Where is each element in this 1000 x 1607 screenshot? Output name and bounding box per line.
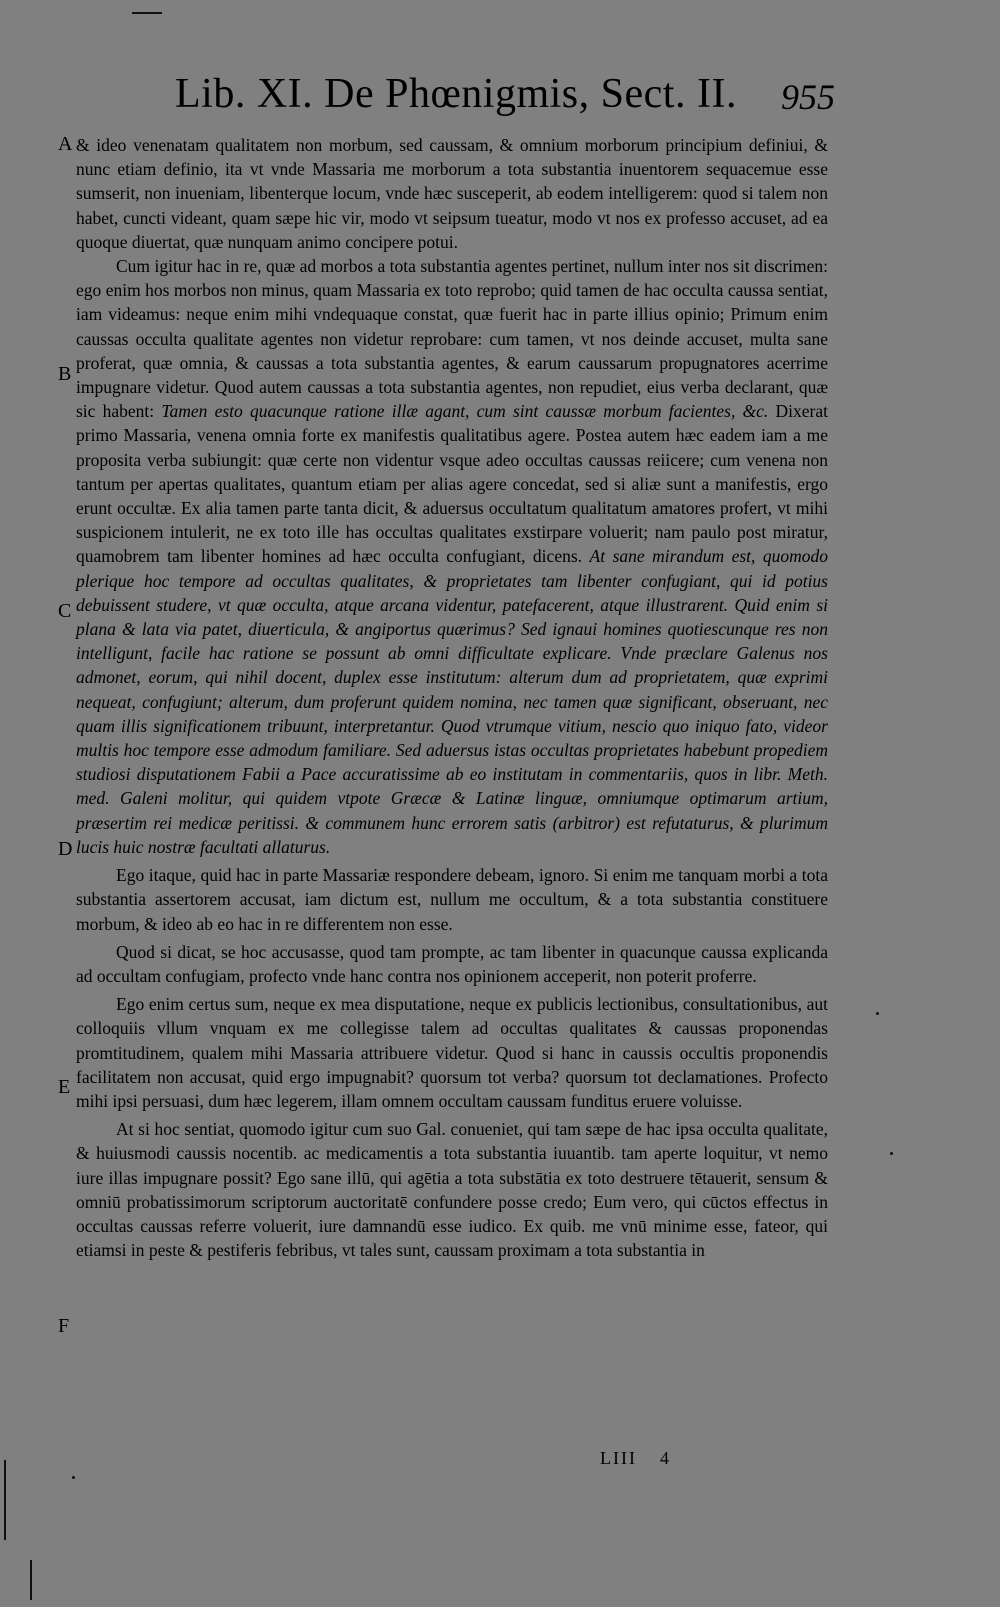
margin-letter-d: D <box>58 838 73 860</box>
paragraph-2 <box>76 254 828 859</box>
scan-dot-1 <box>72 1476 75 1479</box>
scan-mark-left-1 <box>4 1460 6 1540</box>
paragraph-3: Ego itaque, quid hac in parte Massariæ respondere debeam, ignoro. Si enim me tanquam morbi a tota substantia assertorem accusat, iam dictum est, nullum me occultum, & a tota substantia constituere morbum, & ideo ab eo hac in re differentem non esse. <box>76 865 828 934</box>
signature-number: 4 <box>660 1448 669 1468</box>
paragraph-1: & ideo venenatam qualitatem non morbum, sed caussam, & omnium morborum principium definiui, & nunc etiam definio, ita vt vnde Massaria me morborum a tota substantia inuentorem sequacemue esse sumserit, non inueniam, libenterque locum, vnde hæc susceperit, ab eodem intelligerem: quod si talem non habet, cuncti videant, quam sæpe hic vir, modo vt seipsum tueatur, modo vt nos ex professo accuset, ad ea quoque diuertat, quæ nunquam animo concipere potui. <box>76 135 828 252</box>
quotation-2: At sane mirandum est, quomodo plerique hoc tempore ad occultas qualitates, & proprietates tam libenter confugiant, qui id potius debuissent studere, vt quæ occulta, atque arcana videntur, patefacerent, atque illustrarent. Quid enim si plana & lata via patet, diuerticula, & angiportus quærimus? Sed ignaui homines quotiescunque res non intelligunt, facile hac ratione se possunt ab omni difficultate explicare. Vnde præclare Galenus nos admonet, eorum, qui nihil docent, duplex esse institutum: alterum dum ad proprietatem, quæ exprimi nequeat, confugiunt; alterum, dum proferunt quidem nomina, nec tamen quæ significant, obseruant, nec quam illis significationem tribuunt, interpretantur. Quod vtrumque vitium, nescio quo iniquo fato, videor multis hoc tempore esse admodum familiare. Sed aduersus istas occultas proprietates habebunt propediem studiosi disputationem Fabii a Pace accuratissime ab eo institutam in commentariis, quos in libr. Meth. med. Galeni molitur, qui quidem vtpote Græcæ & Latinæ linguæ, omniumque optimarum artium, præsertim rei medicæ peritissi. & communem hunc errorem satis (arbitror) est refutaturus, & plurimum lucis huic nostræ facultati allaturus. <box>76 546 829 857</box>
body-text <box>76 133 828 1262</box>
margin-letter-f: F <box>58 1315 70 1337</box>
paragraph-2-part-a: Cum igitur hac in re, quæ ad morbos a tota substantia agentes pertinet, nullum inter nos sit discrimen: ego enim hos morbos non minus, quam Massaria ex toto reprobo; quid tamen de hac occulta caussa sentiat, iam videamus: neque enim mihi vndequaque constat, quæ fuerit hac in parte illius opinio; Primum enim caussas occulta qualitate agentes non videtur reprobare: cum tamen, vt nos deinde accuset, multa sane proferat, quæ omnia, & caussas a tota substantia agentes, & earum caussarum propugnatores acerrime impugnare videtur. Quod autem caussas a tota substantia agentes, non repudiet, eius verba declarant, quæ sic habent: <box>76 256 828 422</box>
paragraph-2-part-c: Dixerat primo Massaria, venena omnia forte ex manifestis qualitatibus agere. Postea autem hæc eadem iam a me proposita verba subiungit: quæ certe non videntur vsque adeo occultas caussas reiicere; cum venena non tantum per apertas qualitates, quantum etiam per alias agere concedat, sed si aliæ sunt a manifestis, ergo erunt occultæ. Ex alia tamen parte tanta dicit, & aduersus occultatum qualitatum amatores profert, vt mihi suspicionem intulerit, ne ex toto ille has occultas qualitates exstirpare voluerit; nam paulo post miratur, quamobrem tam libenter homines ad hæc occulta confugiant, dicens. <box>76 401 828 567</box>
margin-letter-b: B <box>58 363 72 385</box>
paragraph-4: Quod si dicat, se hoc accusasse, quod tam prompte, ac tam libenter in quacunque caussa explicanda ad occultam confugiam, profecto vnde hanc contra nos opinionem acceperit, non poterit proferre. <box>76 941 828 986</box>
scan-mark-left-2 <box>30 1560 32 1600</box>
folio-number: 955 <box>781 77 835 117</box>
margin-letter-c: C <box>58 600 72 622</box>
scan-dot-3 <box>890 1152 893 1155</box>
signature-mark: LIII <box>600 1448 637 1468</box>
margin-letter-e: E <box>58 1076 71 1098</box>
margin-letter-a: A <box>58 133 73 155</box>
quotation-1: Tamen esto quacunque ratione illæ agant, cum sint caussæ morbum facientes, &c. <box>161 401 769 422</box>
paragraph-6: At si hoc sentiat, quomodo igitur cum suo Gal. conueniet, qui tam sæpe de hac ipsa occulta qualitate, & huiusmodi caussis nocentib. ac medicamentis a tota substantia iuuantib. tam aperte loquitur, vt nemo iure illas impugnare possit? Ego sane illū, qui agētia a tota substātia ex toto destruere tētauerit, sensum & omniū probatissimorum scriptorum auctoritatē confundere posse credo; Eum vero, qui cūctos effectus in occultas caussas referre voluerit, iure damnandū esse iudico. Ex quib. me vnū minime esse, fateor, qui etiamsi in peste & pestiferis febribus, vt tales sunt, caussam proximam a tota substantia in <box>76 1119 828 1261</box>
page-header <box>175 70 835 130</box>
scan-mark-top <box>132 12 162 14</box>
running-head: Lib. XI. De Phœnigmis, Sect. II. <box>175 71 737 117</box>
scan-dot-2 <box>876 1012 879 1015</box>
paragraph-5: Ego enim certus sum, neque ex mea disputatione, neque ex publicis lectionibus, consultationibus, aut colloquiis vllum vnquam ex me collegisse talem ad occultas qualitates & caussas proponendas promtitudinem, qualem mihi Massaria attribuere videtur. Quod si hanc in caussis occultis proponendis facilitatem non accusat, quid ergo impugnabit? quorsum tot verba? quorsum tot declamationes. Profecto mihi ipsi persuasi, dum hæc legerem, illam omnem occultam caussam funditus eruere voluisse. <box>76 994 828 1111</box>
